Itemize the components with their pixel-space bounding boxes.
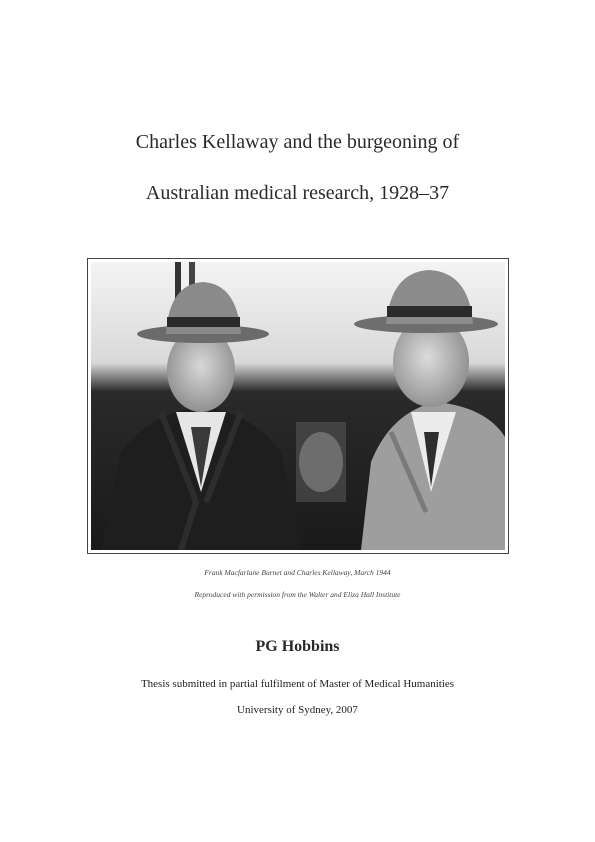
frontispiece-photo	[87, 258, 509, 554]
photo-caption: Frank Macfarlane Burnet and Charles Kellaway, March 1944	[204, 568, 391, 577]
title-line-2: Australian medical research, 1928–37	[145, 182, 450, 204]
title-line-1: Charles Kellaway and the burgeoning of	[135, 131, 460, 153]
author-name: PG Hobbins	[255, 638, 340, 655]
photo-credit: Reproduced with permission from the Walter and Eliza Hall Institute	[194, 590, 401, 599]
submission-note: Thesis submitted in partial fulfilment of Master of Medical Humanities	[140, 678, 455, 690]
historical-photo-icon	[91, 262, 505, 550]
institution-year: University of Sydney, 2007	[237, 704, 358, 716]
